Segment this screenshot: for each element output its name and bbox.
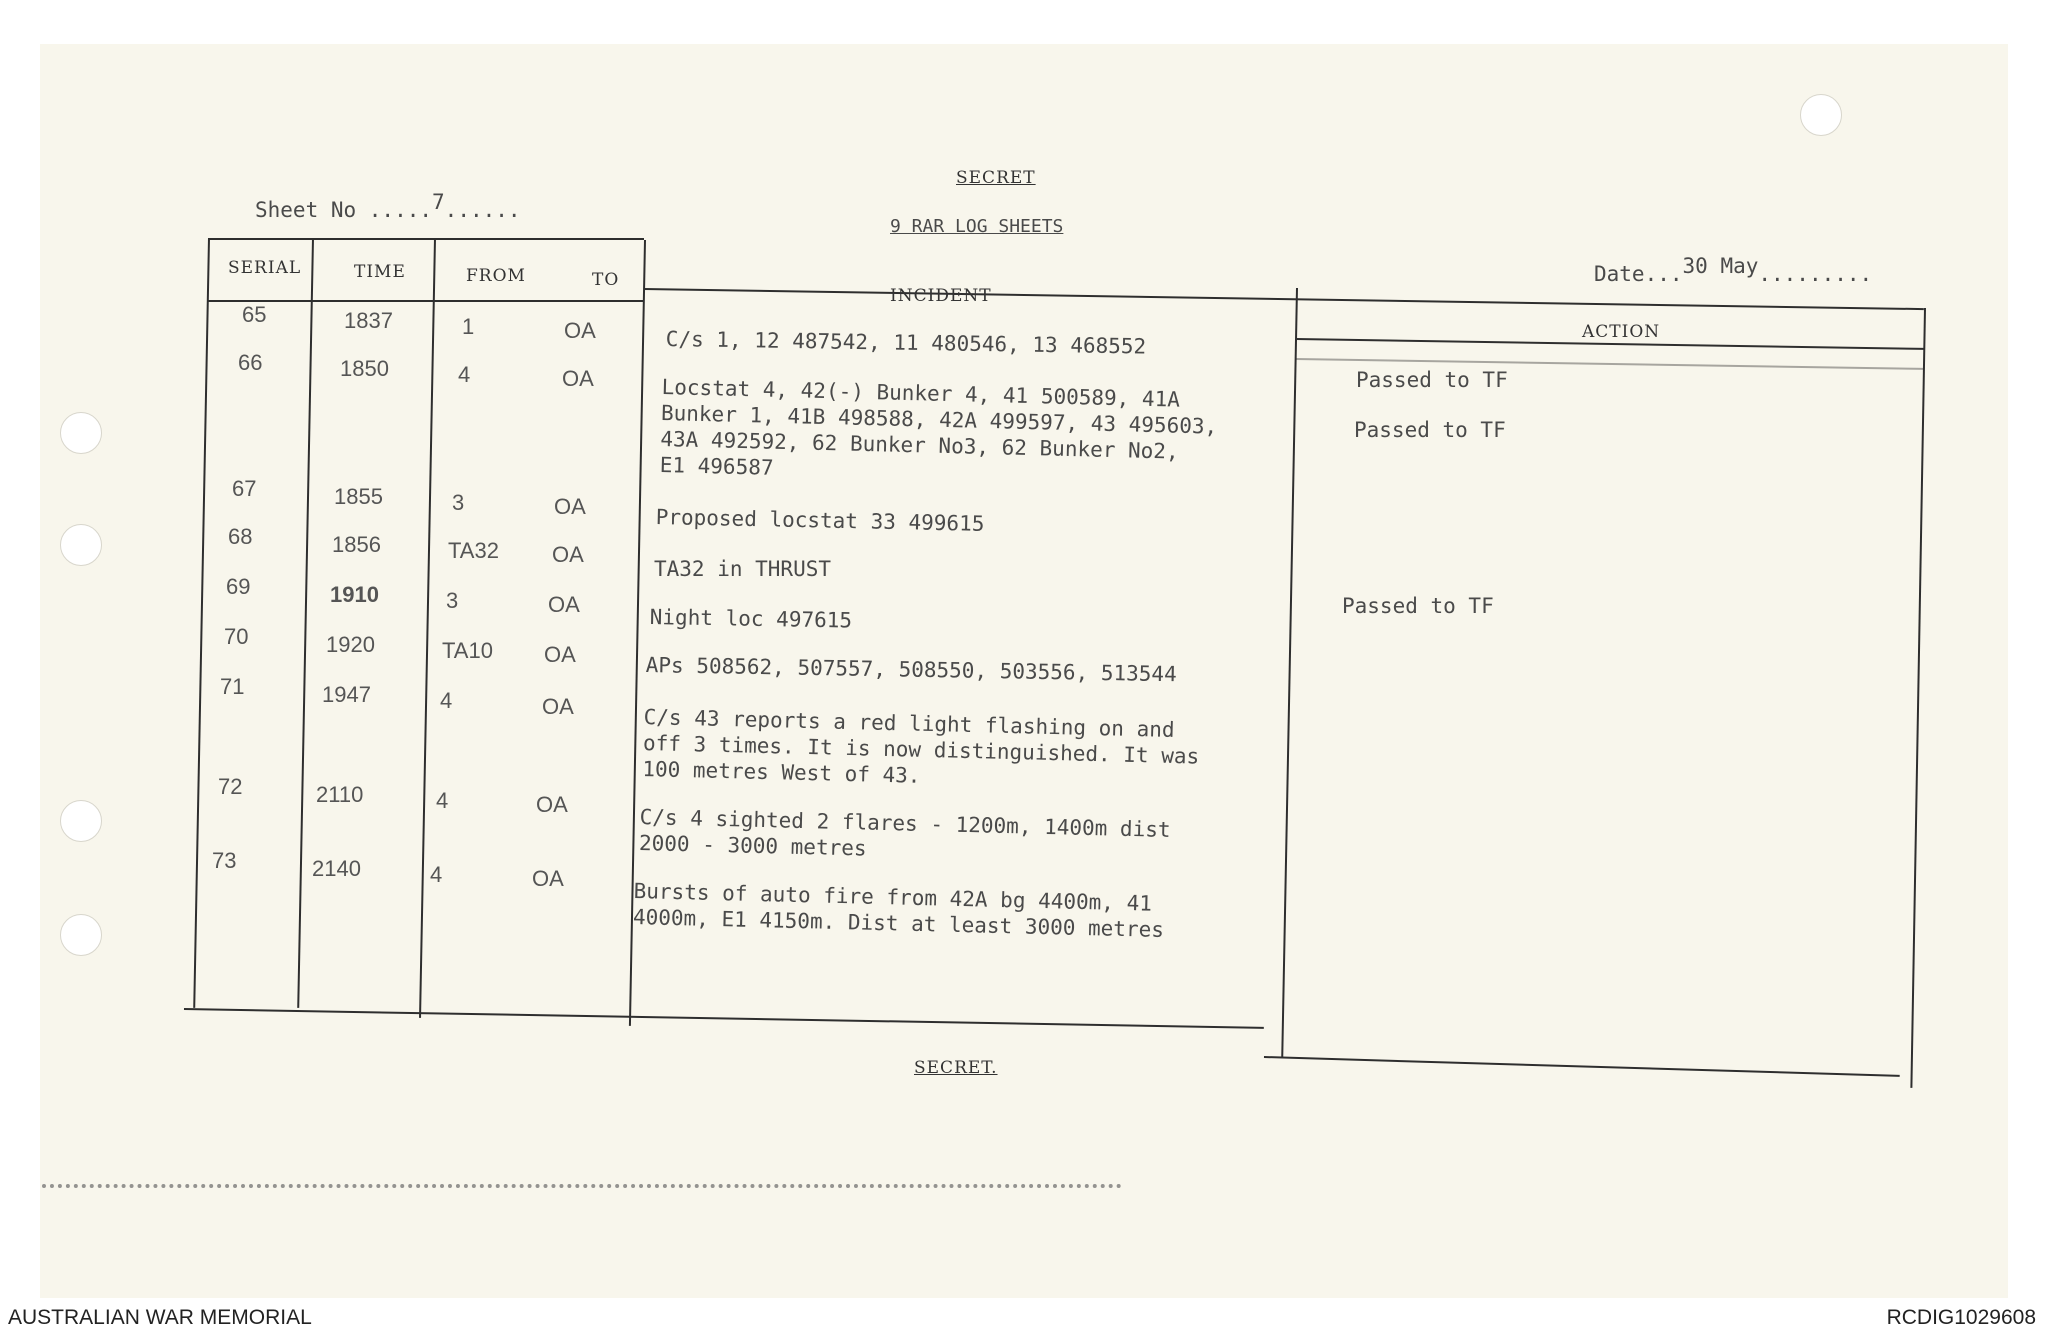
row-70-time: 1920 [326, 632, 375, 657]
row-68-time: 1856 [332, 532, 381, 557]
punch-hole [60, 412, 102, 454]
row-72-time: 2110 [316, 782, 364, 807]
date-field [1594, 254, 1873, 286]
row-69-time: 1910 [330, 582, 379, 607]
action-passed-to-tf-top: Passed to TF [1356, 368, 1508, 392]
row-71-serial: 71 [220, 674, 245, 699]
row-71-to: OA [542, 694, 574, 719]
row-67-from: 3 [452, 490, 465, 515]
row-68-serial: 68 [228, 524, 253, 549]
sheet-no-value: 7 [432, 190, 445, 214]
row-67-to: OA [554, 494, 586, 519]
sheet-label: Sheet No ..... [255, 198, 433, 222]
row-73-incident: Bursts of auto fire from 42A bg 4400m, 41 4000m, E1 4150m. Dist at least 3000 metres [632, 878, 1165, 942]
classification-top: SECRET [956, 168, 1036, 188]
col-header-action: ACTION [1582, 322, 1661, 342]
sheet-dots: ...... [444, 198, 521, 222]
row-69-to: OA [548, 592, 580, 617]
footer-id: RCDIG1029608 [1886, 1306, 2036, 1329]
punch-hole [60, 914, 102, 956]
row-68-incident: TA32 in THRUST [654, 557, 832, 581]
row-65-from: 1 [462, 314, 475, 339]
col-header-to: TO [592, 270, 620, 290]
torn-edge-mark [42, 1184, 1122, 1188]
row-69-incident: Night loc 497615 [649, 604, 853, 633]
footer-credit: AUSTRALIAN WAR MEMORIAL [8, 1306, 312, 1329]
log-title: 9 RAR LOG SHEETS [890, 216, 1064, 237]
row-72-serial: 72 [218, 774, 243, 799]
col-header-incident: INCIDENT [890, 286, 992, 306]
date-value: 30 May [1682, 254, 1759, 278]
row-72-to: OA [536, 792, 568, 817]
row-70-to: OA [544, 642, 576, 667]
date-label: Date... [1594, 262, 1683, 286]
row-67-serial: 67 [232, 476, 257, 501]
row-66-action: Passed to TF [1354, 418, 1506, 442]
punch-hole [60, 524, 102, 566]
row-69-serial: 69 [226, 574, 251, 599]
header-rule [208, 300, 644, 302]
punch-hole [60, 800, 102, 842]
row-65-to: OA [564, 318, 596, 343]
row-69-from: 3 [446, 588, 459, 613]
row-73-from: 4 [430, 862, 443, 887]
row-66-serial: 66 [238, 350, 263, 375]
row-72-from: 4 [436, 788, 449, 813]
row-68-to: OA [552, 542, 584, 567]
row-66-time: 1850 [340, 356, 389, 381]
row-70-serial: 70 [224, 624, 249, 649]
col-header-time: TIME [354, 262, 406, 282]
col-header-from: FROM [466, 266, 526, 286]
row-71-incident: C/s 43 reports a red light flashing on and off 3 times. It is now distinguished. It was 100 metres West of 43. [642, 704, 1200, 788]
row-66-from: 4 [458, 362, 471, 387]
row-70-incident: APs 508562, 507557, 508550, 503556, 513544 [645, 652, 1177, 687]
row-69-action: Passed to TF [1342, 594, 1494, 618]
row-70-from: TA10 [442, 638, 493, 663]
row-66-incident: Locstat 4, 42(-) Bunker 4, 41 500589, 41A Bunker 1, 41B 498588, 42A 499597, 43 495603, 43A 492592, 62 Bunker No3, 62 Bunker No2, E1 496587 [659, 374, 1218, 480]
row-65-time: 1837 [344, 308, 393, 333]
row-65-serial: 65 [242, 302, 267, 327]
table-top-rule [208, 238, 644, 240]
row-73-time: 2140 [312, 856, 361, 881]
classification-bottom: SECRET. [914, 1058, 998, 1078]
row-67-incident: Proposed locstat 33 499615 [655, 504, 985, 536]
row-73-serial: 73 [212, 848, 237, 873]
row-71-time: 1947 [322, 682, 371, 707]
row-68-from: TA32 [448, 538, 499, 563]
row-66-to: OA [562, 366, 594, 391]
col-header-serial: SERIAL [228, 258, 302, 278]
row-72-incident: C/s 4 sighted 2 flares - 1200m, 1400m dist 2000 - 3000 metres [638, 804, 1171, 861]
row-73-to: OA [532, 866, 564, 891]
row-71-from: 4 [440, 688, 453, 713]
row-65-incident: C/s 1, 12 487542, 11 480546, 13 468552 [665, 326, 1147, 359]
punch-hole [1800, 94, 1842, 136]
sheet-number [255, 190, 521, 222]
date-dots: ......... [1758, 262, 1873, 286]
row-67-time: 1855 [334, 484, 383, 509]
